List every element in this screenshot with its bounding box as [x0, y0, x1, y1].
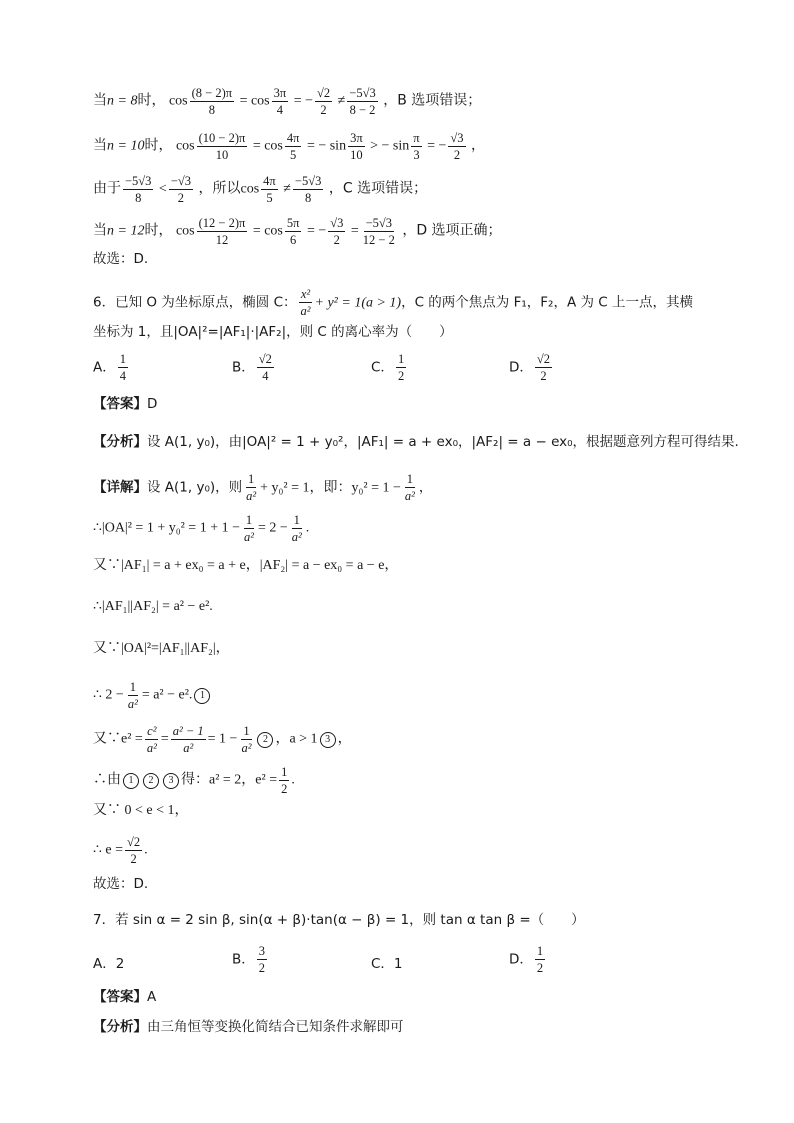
fraction: [290, 513, 304, 544]
text: 又∵e² =: [93, 731, 143, 747]
fraction: [197, 216, 248, 247]
circled-number: 1: [123, 773, 139, 789]
analysis-text: 设 A(1, y₀)，由|OA|² = 1 + y₀²，|AF₁| = a + ex₀，|AF₂| = a − ex₀，根据题意列方程可得结果.: [147, 434, 739, 450]
text: + y² = 1(a > 1): [314, 295, 402, 311]
numerator: x²: [300, 287, 311, 301]
text: ，D 选项正确；: [402, 222, 502, 239]
text: ，C 选项错误；: [328, 180, 428, 197]
circled-number: 2: [257, 732, 273, 748]
denominator: 5: [266, 191, 273, 205]
numerator: 3π: [273, 86, 287, 100]
denominator: 5: [290, 148, 297, 162]
denominator: 8: [208, 103, 215, 117]
numerator: (12 − 2)π: [198, 216, 246, 230]
numerator: −5√3: [349, 86, 376, 100]
line-compare: [93, 174, 734, 205]
text: ，所以: [198, 180, 241, 197]
denominator: 8: [305, 191, 312, 205]
option-label: D．: [509, 359, 533, 376]
text: n = 8: [107, 93, 138, 109]
option-label: A．: [93, 359, 116, 376]
text: = −: [427, 138, 447, 154]
numerator: 4π: [263, 174, 276, 188]
denominator: 10: [350, 148, 363, 162]
text: ∴|OA|² = 1 + y₀² = 1 + 1 −: [93, 520, 240, 536]
analysis-7: [93, 1018, 734, 1036]
numerator: 5π: [286, 216, 300, 230]
fraction: [285, 216, 302, 247]
text: = −: [293, 93, 313, 109]
conclusion-line: 故选：D.: [93, 251, 149, 267]
denominator: a²: [127, 697, 138, 711]
fraction: [171, 724, 206, 755]
detail-tag: 【详解】: [93, 479, 147, 496]
text: = − sin: [306, 138, 347, 154]
denominator: 2: [397, 369, 405, 383]
numerator: √3: [330, 216, 344, 230]
numerator: −√3: [170, 174, 191, 188]
numerator: 1: [406, 472, 414, 486]
denominator: 8 − 2: [349, 103, 376, 117]
fraction: [348, 131, 365, 162]
text: ∴ 2 −: [93, 687, 124, 703]
denominator: 2: [536, 961, 544, 975]
numerator: (8 − 2)π: [191, 86, 233, 100]
text: n = 10: [107, 138, 145, 154]
option-b[interactable]: [232, 352, 276, 383]
circled-number: 3: [163, 773, 179, 789]
option-a[interactable]: [93, 352, 130, 383]
option-label: B．: [232, 359, 255, 376]
text: cos: [175, 138, 195, 154]
text: = cos: [252, 223, 283, 239]
denominator: a²: [404, 489, 415, 503]
text: = cos: [239, 93, 270, 109]
denominator: 2: [333, 233, 340, 247]
detail-6-line-1: [93, 472, 734, 503]
fraction: [328, 216, 345, 247]
option-c[interactable]: [371, 352, 408, 383]
fraction: [244, 472, 258, 503]
question-7: 7．若 sin α = 2 sin β, sin(α + β)·tan(α − β) = 1，则 tan α tan β =（ ）: [93, 912, 585, 928]
fraction: [242, 513, 256, 544]
fraction: [448, 131, 465, 162]
text: = −: [306, 223, 327, 239]
circled-number: 3: [320, 732, 336, 748]
text: 当: [93, 222, 107, 239]
denominator: 2: [258, 961, 266, 975]
fraction: [257, 352, 274, 383]
line-n10: [93, 131, 734, 162]
denominator: a²: [246, 489, 257, 503]
option-d[interactable]: [509, 944, 547, 975]
step-7: [93, 765, 734, 796]
answer-value: D: [147, 396, 158, 412]
text: <: [158, 181, 167, 197]
circled-number: 1: [194, 688, 210, 704]
text: 由于: [93, 180, 121, 197]
numerator: 3: [258, 944, 266, 958]
step-8: 又∵ 0 < e < 1，: [93, 803, 189, 818]
option-c[interactable]: C．1: [371, 956, 403, 972]
text: ≠: [337, 93, 346, 109]
fraction: [190, 86, 234, 117]
numerator: √2: [127, 835, 141, 849]
fraction: [125, 835, 142, 866]
question-6-line-2: 坐标为 1，且|OA|²=|AF₁|·|AF₂|，则 C 的离心率为（ ）: [93, 324, 453, 340]
denominator: 2: [177, 191, 185, 205]
analysis-text: 由三角恒等变换化简结合已知条件求解即可: [147, 1019, 404, 1035]
text: ，: [337, 731, 352, 747]
denominator: a²: [146, 741, 157, 755]
text: 时，: [137, 92, 166, 109]
answer-6: [93, 395, 734, 413]
answer-tag: 【答案】: [93, 396, 147, 412]
step-3: ∴|AF₁||AF₂| = a² − e².: [93, 599, 213, 614]
denominator: 12: [215, 233, 229, 247]
denominator: 6: [290, 233, 297, 247]
text: ，a > 1: [275, 731, 318, 747]
answer-7: [93, 988, 734, 1006]
fraction: [293, 174, 323, 205]
fraction: [126, 680, 140, 711]
fraction: [361, 216, 397, 247]
fraction: [347, 86, 377, 117]
text: 6．已知 O 为坐标原点，椭圆 C：: [93, 294, 297, 311]
numerator: −5√3: [294, 174, 322, 188]
text: 当: [93, 137, 107, 154]
numerator: 1: [248, 472, 255, 486]
line-n12: [93, 216, 734, 247]
conclusion-6: 故选：D.: [93, 876, 149, 892]
analysis-6: [93, 433, 739, 451]
denominator: 12 − 2: [362, 233, 395, 247]
fraction: [403, 472, 417, 503]
option-label: C．: [371, 359, 394, 376]
fraction: [315, 86, 332, 117]
fraction: [411, 131, 421, 162]
text: > − sin: [370, 138, 410, 154]
numerator: 3π: [350, 131, 363, 145]
numerator: 1: [119, 352, 126, 366]
text: n = 12: [107, 223, 145, 239]
analysis-tag: 【分析】: [93, 434, 147, 450]
denominator: 4: [119, 369, 126, 383]
fraction: [118, 352, 128, 383]
text: .: [305, 520, 310, 536]
denominator: 2: [130, 852, 137, 866]
fraction: [535, 944, 545, 975]
denominator: 4: [262, 369, 269, 383]
question-6-line-1: [93, 287, 734, 318]
answer-value: A: [147, 989, 157, 1005]
fraction: [285, 131, 302, 162]
fraction: [257, 944, 267, 975]
numerator: 1: [536, 944, 544, 958]
denominator: a²: [183, 741, 194, 755]
step-6: [93, 724, 734, 755]
text: ∴由: [93, 772, 121, 788]
fraction: [261, 174, 278, 205]
numerator: a² − 1: [172, 724, 204, 738]
fraction: [272, 86, 289, 117]
text: ，B 选项错误；: [383, 92, 482, 109]
text: .: [291, 772, 295, 788]
option-a[interactable]: A．2: [93, 956, 125, 972]
numerator: c²: [147, 724, 157, 738]
option-label: D．: [509, 951, 533, 968]
step-4: 又∵|OA|²=|AF₁||AF₂|，: [93, 641, 230, 656]
text: ≠: [283, 181, 291, 197]
fraction: [299, 287, 313, 318]
option-b[interactable]: [232, 944, 269, 975]
fraction: [535, 352, 552, 383]
numerator: 1: [281, 765, 288, 779]
text: cos: [175, 223, 195, 239]
fraction: [169, 174, 193, 205]
line-n8: [93, 86, 734, 117]
option-label: B．: [232, 951, 255, 968]
text: 当: [93, 92, 107, 109]
numerator: 1: [243, 724, 250, 738]
text: = cos: [252, 138, 283, 154]
numerator: √2: [258, 352, 272, 366]
fraction: [239, 724, 253, 755]
text: cos: [240, 181, 260, 197]
text: 得：a² = 2，e² =: [181, 772, 278, 788]
text: .: [144, 842, 148, 858]
option-d[interactable]: [509, 352, 554, 383]
text: =: [160, 731, 169, 747]
fraction: [123, 174, 153, 205]
denominator: 10: [215, 148, 229, 162]
step-2: 又∵|AF₁| = a + ex₀ = a + e，|AF₂| = a − ex₀ = a − e，: [93, 558, 399, 573]
fraction: [279, 765, 289, 796]
text: ，C 的两个焦点为 F₁，F₂，A 为 C 上一点，其横: [401, 294, 693, 311]
denominator: 2: [320, 103, 327, 117]
denominator: a²: [300, 304, 311, 318]
text: = a² − e².: [141, 687, 193, 703]
analysis-tag: 【分析】: [93, 1019, 147, 1035]
denominator: 2: [540, 369, 547, 383]
denominator: a²: [241, 741, 252, 755]
fraction: [197, 131, 248, 162]
denominator: a²: [244, 530, 254, 544]
step-1: [93, 513, 734, 544]
numerator: 1: [129, 680, 136, 694]
step-5: [93, 680, 734, 711]
fraction: [145, 724, 159, 755]
numerator: (10 − 2)π: [198, 131, 246, 145]
numerator: π: [413, 131, 420, 145]
denominator: 2: [453, 148, 461, 162]
numerator: −5√3: [365, 216, 392, 230]
text: + y₀² = 1，即：y₀² = 1 −: [260, 480, 401, 496]
numerator: 4π: [286, 131, 300, 145]
text: 设 A(1, y₀)，则: [147, 479, 243, 496]
circled-number: 2: [143, 773, 159, 789]
fraction: [396, 352, 406, 383]
numerator: √2: [316, 86, 331, 100]
text: 时，: [144, 222, 173, 239]
numerator: 1: [293, 513, 300, 527]
denominator: 4: [276, 103, 284, 117]
step-9: [93, 835, 734, 866]
numerator: 1: [397, 352, 405, 366]
numerator: √2: [536, 352, 551, 366]
answer-tag: 【答案】: [93, 989, 147, 1005]
text: 时，: [144, 137, 173, 154]
numerator: −5√3: [125, 174, 152, 188]
text: =: [350, 223, 359, 239]
text: ，: [418, 479, 433, 496]
text: ，: [471, 137, 486, 154]
numerator: √3: [450, 131, 464, 145]
text: = 2 −: [258, 520, 288, 536]
numerator: 1: [245, 513, 253, 527]
denominator: 2: [281, 782, 288, 796]
text: = 1 −: [207, 731, 238, 747]
denominator: 8: [135, 191, 142, 205]
text: ∴ e =: [93, 842, 124, 858]
denominator: 3: [413, 148, 420, 162]
text: cos: [168, 93, 188, 109]
denominator: a²: [291, 530, 302, 544]
